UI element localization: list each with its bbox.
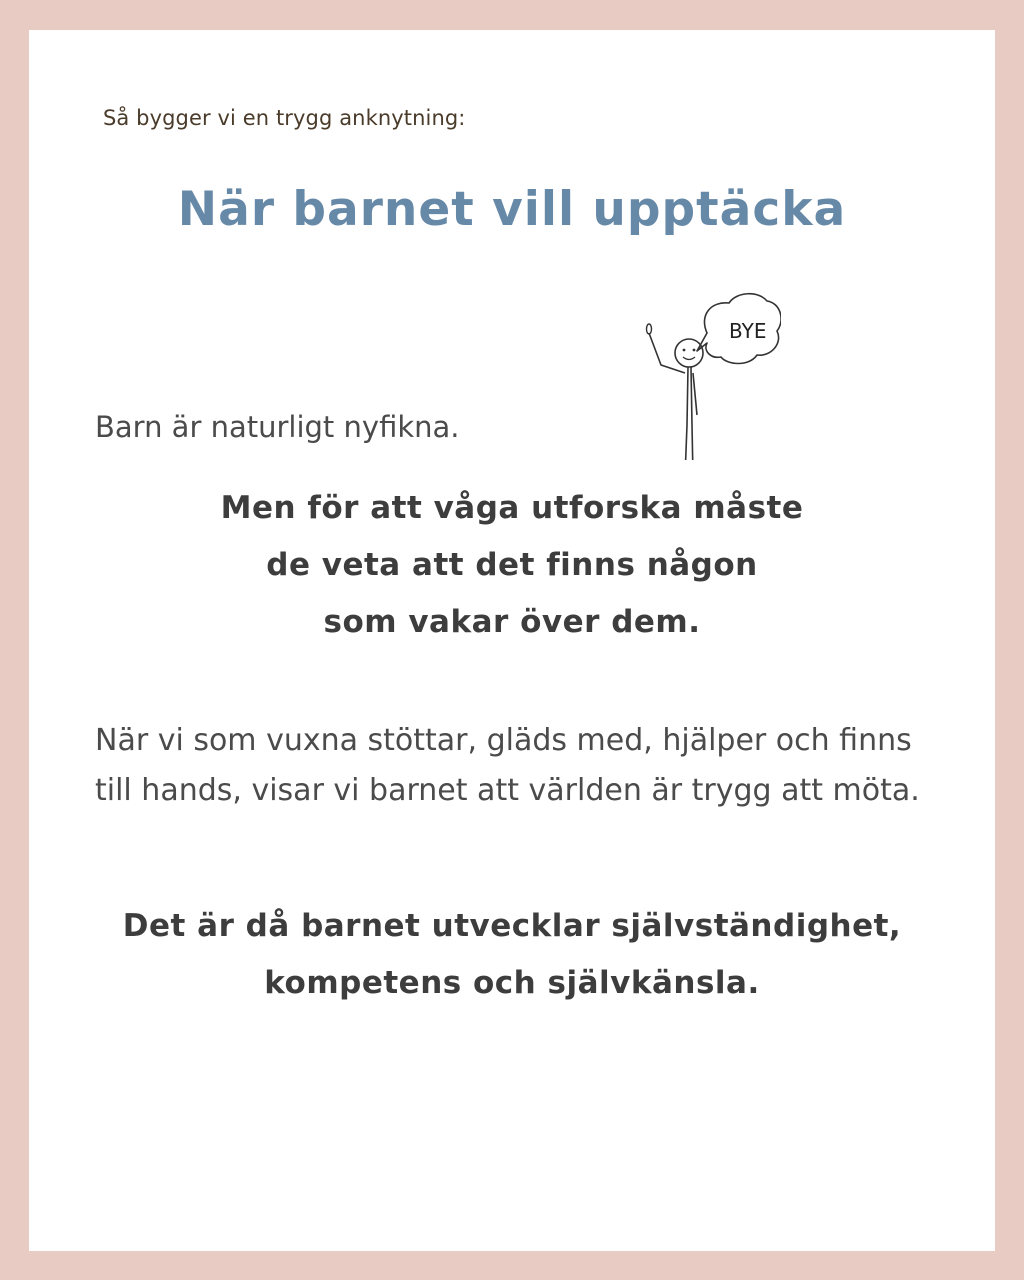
body-text: När vi som vuxna stöttar, gläds med, hjälper och finns till hands, visar vi barnet att världen är trygg att möta. (95, 723, 920, 808)
emphasis-line: som vakar över dem. (323, 604, 701, 640)
lead-text: Barn är naturligt nyfikna. (95, 410, 460, 444)
waving-stick-figure-icon (611, 285, 781, 460)
content-card (29, 30, 995, 1251)
emphasis-line: kompetens och självkänsla. (264, 965, 760, 1001)
emphasis-line: de veta att det finns någon (266, 547, 758, 583)
emphasis-block-1 (29, 480, 995, 651)
illustration (611, 285, 781, 460)
emphasis-line: Det är då barnet utvecklar självständighet, (122, 908, 902, 944)
eyebrow-text: Så bygger vi en trygg anknytning: (103, 106, 466, 130)
emphasis-block-2 (29, 898, 995, 1012)
page-title: När barnet vill upptäcka (177, 182, 847, 237)
speech-bubble-text: BYE (729, 319, 767, 343)
emphasis-line: Men för att våga utforska måste (220, 490, 804, 526)
